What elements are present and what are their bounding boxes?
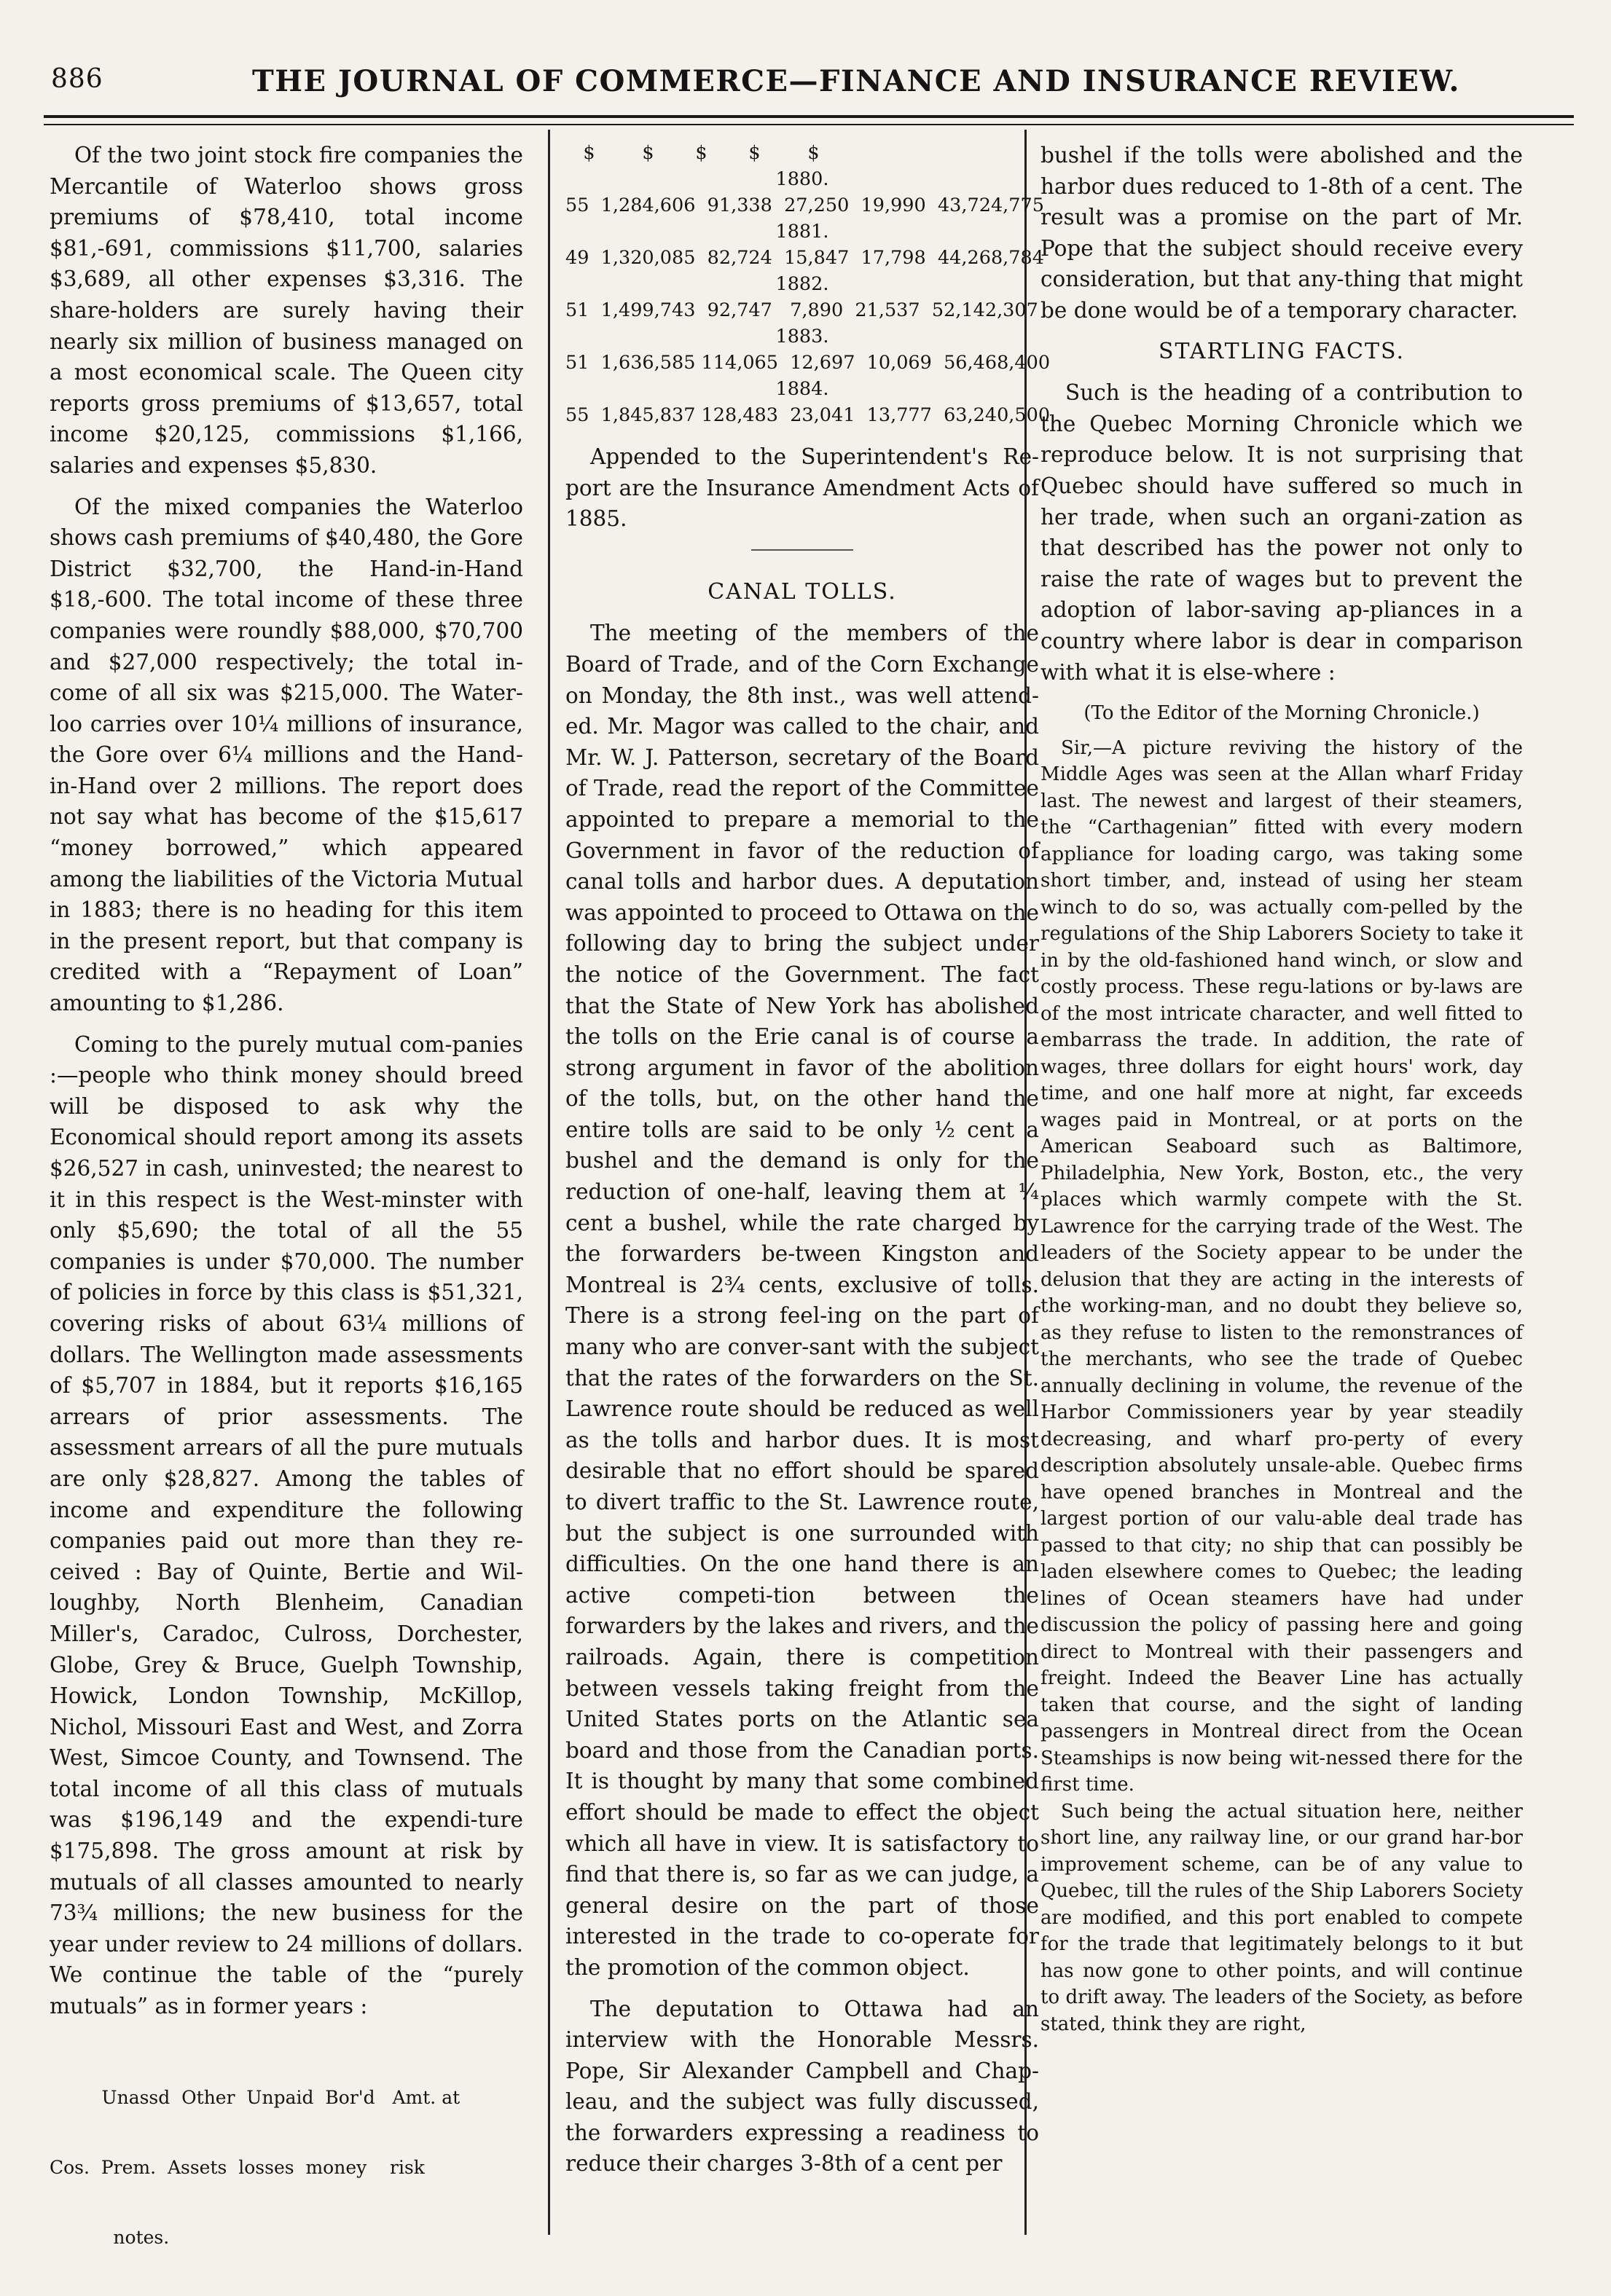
column-2 [565, 140, 1051, 2190]
section-divider [751, 549, 853, 551]
column-divider-1 [548, 130, 550, 2235]
table-year: 1884. [775, 378, 829, 400]
paragraph-startling-intro: Such is the heading of a contribution to the Quebec Morning Chronicle which we reproduce below. It is not surprising that Quebec should have suffered so much in her trade, when such an organi-zation as that described has the power not only to raise the rate of wages but to prevent the adoption of labor-saving ap-pliances in a country where labor is dear in comparison with what it is else-where : [1040, 380, 1523, 685]
table-header-line-3: notes. [50, 2226, 170, 2248]
table-header-line-2: Cos. Prem. Assets losses money risk [50, 2156, 425, 2178]
table-row: 55 1,845,837 128,483 23,041 13,777 63,240,500 [565, 404, 1051, 426]
canal-tolls-title: CANAL TOLLS. [707, 578, 897, 605]
paragraph-fire-companies: Of the two joint stock fire companies the Mercantile of Waterloo shows gross premiums of $78,410, total income $81,-691, commissions $11,700, salaries $3,689, all other expenses $3,316. The share-holders are surely having their nearly six million of business managed on a most economical scale. The Queen city reports gross premiums of $13,657, total income $20,125, commissions $1,166, salaries and expenses $5,830. [50, 143, 523, 478]
table-year: 1880. [775, 168, 829, 190]
paragraph-canal-continued: bushel if the tolls were abolished and the harbor dues reduced to 1-8th of a cent. The result was a promise on the part of Mr. Pope that the subject should receive every consideration, but that any-thing that might be done would be of a temporary character. [1040, 143, 1523, 323]
table-row: 51 1,499,743 92,747 7,890 21,537 52,142,307 [565, 299, 1038, 321]
page-header [51, 64, 1567, 108]
paragraph-mixed-companies: Of the mixed companies the Waterloo shows cash premiums of $40,480, the Gore District $32,700, the Hand-in-Hand $18,-600. The total income of these three companies were roundly $88,000, $70,700 and $27,000 respectively; the total in-come of all six was $215,000. The Water-loo carries over 10¼ millions of insurance, the Gore over 6¼ millions and the Hand-in-Hand over 2 millions. The report does not say what has become of the $15,617 “money borrowed,” which appeared among the liabilities of the Victoria Mutual in 1883; there is no heading for this item in the present report, but that company is credited with a “Repayment of Loan” amounting to $1,286. [50, 494, 523, 1016]
paragraph-appended: Appended to the Superintendent's Re-port are the Insurance Amendment Acts of 1885. [565, 444, 1039, 532]
column-3 [1040, 140, 1523, 2037]
journal-title: THE JOURNAL OF COMMERCE—FINANCE AND INSURANCE REVIEW. [252, 64, 1460, 98]
table-currency-row: $ $ $ $ $ [565, 142, 820, 164]
table-year: 1883. [775, 326, 829, 347]
editor-salutation: (To the Editor of the Morning Chronicle.) [1083, 702, 1480, 725]
table-row: 55 1,284,606 91,338 27,250 19,990 43,724,775 [565, 194, 1044, 216]
paragraph-canal-meeting: The meeting of the members of the Board of Trade, and of the Corn Exchange on Monday, the 8th inst., was well attend-ed. Mr. Magor was called to the chair, and Mr. W. J. Patterson, secretary of the Board of Trade, read the report of the Committee appointed to prepare a memorial to the Government in favor of the reduction of canal tolls and harbor dues. A deputation was appointed to proceed to Ottawa on the following day to bring the subject under the notice of the Government. The fact that the State of New York has abolished the tolls on the Erie canal is of course a strong argument in favor of the abolition of the tolls, but, on the other hand the entire tolls are said to be only ½ cent a bushel and the demand is only for the reduction of one-half, leaving them at ¼ cent a bushel, while the rate charged by the forwarders be-tween Kingston and Montreal is 2¾ cents, exclusive of tolls. There is a strong feel-ing on the part of many who are conver-sant with the subject that the rates of the forwarders on the St. Lawrence route should be reduced as well as the tolls and harbor dues. It is most desirable that no effort should be spared to divert traffic to the St. Lawrence route, but the subject is one surrounded with difficulties. On the one hand there is an active competi-tion between the forwarders by the lakes and rivers, and the railroads. Again, there is competition between vessels taking freight from the United States ports on the Atlantic sea board and those from the Canadian ports. It is thought by many that some combined effort should be made to effect the object which all have in view. It is satisfactory to find that there is, so far as we can judge, a general desire on the part of those interested in the trade to co-operate for the promotion of the common object. [565, 621, 1039, 1980]
table-column-headers [50, 2040, 523, 2296]
paragraph-deputation: The deputation to Ottawa had an interview with the Honorable Messrs. Pope, Sir Alexander Campbell and Chap-leau, and the subject was fully discussed, the forwarders expressing a readiness to reduce their charges 3-8th of a cent per [565, 1996, 1039, 2177]
table-year: 1882. [775, 273, 829, 295]
table-row: 51 1,636,585 114,065 12,697 10,069 56,468,400 [565, 352, 1051, 374]
letter-body [1040, 735, 1523, 2038]
mutuals-table [565, 140, 1051, 428]
table-header-line-1: Unassd Other Unpaid Bor'd Amt. at [50, 2086, 460, 2108]
paragraph-mutual-companies: Coming to the purely mutual com-panies :—people who think money should breed will be disposed to ask why the Economical should report among its assets $26,527 in cash, uninvested; the nearest to it in this respect is the West-minster with only $5,690; the total of all the 55 companies is under $70,000. The number of policies in force by this class is $51,321, covering risks of about 63¼ millions of dollars. The Wellington made assessments of $5,707 in 1884, but it reports $16,165 arrears of prior assessments. The assessment arrears of all the pure mutuals are only $28,827. Among the tables of income and expenditure the following companies paid out more than they re-ceived : Bay of Quinte, Bertie and Wil-loughby, North Blenheim, Canadian Miller's, Caradoc, Culross, Dorchester, Globe, Grey & Bruce, Guelph Township, Howick, London Township, McKillop, Nichol, Missouri East and West, and Zorra West, Simcoe County, and Townsend. The total income of all this class of mutuals was $196,149 and the expendi-ture $175,898. The gross amount at risk by mutuals of all classes amounted to nearly 73¾ millions; the new business for the year under review to 24 millions of dollars. We continue the table of the “purely mutuals” as in former years : [50, 1031, 523, 2019]
column-1 [50, 140, 523, 2296]
header-rule-thin [44, 124, 1574, 125]
header-rule [44, 115, 1574, 118]
startling-facts-title: STARTLING FACTS. [1158, 338, 1406, 364]
table-row: 49 1,320,085 82,724 15,847 17,798 44,268,784 [565, 247, 1044, 269]
paragraph-letter-2: Such being the actual situation here, neither short line, any railway line, or our grand har-bor improvement scheme, can be of any value to Quebec, till the rules of the Ship Laborers Society are modified, and this port enabled to compete for the trade that legitimately belongs to it but has now gone to other points, and will continue to drift away. The leaders of the Society, as before stated, think they are right, [1040, 1800, 1523, 2035]
table-year: 1881. [775, 221, 829, 243]
paragraph-letter-1: Sir,—A picture reviving the history of the Middle Ages was seen at the Allan wharf Friday last. The newest and largest of their steamers, the “Carthagenian” fitted with every modern appliance for loading cargo, was taking some short timber, and, instead of using her steam winch to do so, was actually com-pelled by the regulations of the Ship Laborers Society to take it in by the old-fashioned hand winch, or slow and costly process. These regu-lations or by-laws are of the most intricate character, and well fitted to embarrass the trade. In addition, the rate of wages, three dollars for eight hours' work, day time, and one half more at night, far exceeds wages paid in Montreal, or at ports on the American Seaboard such as Baltimore, Philadelphia, New York, Boston, etc., the very places which warmly compete with the St. Lawrence for the carrying trade of the West. The leaders of the Society appear to be under the delusion that they are acting in the interests of the working-man, and no doubt they believe so, as they refuse to listen to the remonstrances of the merchants, who see the trade of Quebec annually declining in volume, the revenue of the Harbor Commissioners year by year steadily decreasing, and wharf pro-perty of every description absolutely unsale-able. Quebec firms have opened branches in Montreal and the largest portion of our valu-able deal trade has passed to that city; no ship that can possibly be laden elsewhere comes to Quebec; the leading lines of Ocean steamers have had under discussion the policy of passing here and going direct to Montreal with their passengers and freight. Indeed the Beaver Line has actually taken that course, and the sight of landing passengers in Montreal direct from the Ocean Steamships is now being wit-nessed there for the first time. [1040, 736, 1523, 1796]
page-number: 886 [51, 64, 103, 94]
